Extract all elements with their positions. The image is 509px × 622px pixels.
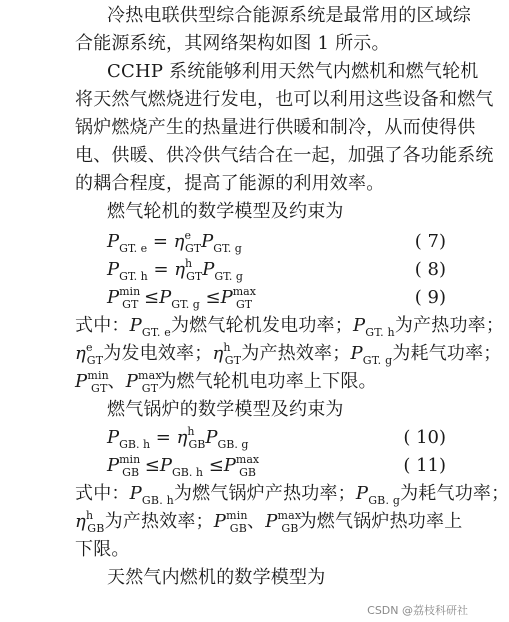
gas-boiler-desc-line-3: 下限。 <box>75 539 130 560</box>
equation-number-10: ( 10) <box>403 427 446 448</box>
paragraph-2-line-4: 电、供暖、供冷供气结合在一起，加强了各功能系统 <box>75 145 494 166</box>
gas-boiler-desc-line-1: 式中：$P_{GB. h}$为燃气锅炉产热功率；$P_{GB. g}$为耗气功率； <box>75 483 509 507</box>
equation-number-9: ( 9) <box>414 287 446 308</box>
csdn-watermark: CSDN @荔枝科研社 <box>367 604 468 617</box>
gas-engine-title: 天然气内燃机的数学模型为 <box>107 567 326 588</box>
paragraph-1-line-1: 冷热电联供型综合能源系统是最常用的区域综 <box>107 5 471 26</box>
equation-10: $P_{GB. h} = \eta^h_{GB}P_{GB. g}$ <box>107 425 249 451</box>
gas-turbine-title: 燃气轮机的数学模型及约束为 <box>107 201 344 222</box>
gas-boiler-desc-line-2: $\eta^h_{GB}$为产热效率；$P^{min}_{GB}$、$P^{max}_{GB}$为燃气锅炉热功率上 <box>75 509 463 535</box>
equation-8: $P_{GT. h} = \eta^h_{GT}P_{GT. g}$ <box>107 257 243 283</box>
gas-turbine-desc-line-1: 式中：$P_{GT. e}$为燃气轮机发电功率；$P_{GT. h}$为产热功率； <box>75 315 505 339</box>
equation-7: $P_{GT. e} = \eta^e_{GT}P_{GT. g}$ <box>107 229 242 255</box>
gas-turbine-desc-line-2: $\eta^e_{GT}$为发电效率；$\eta^h_{GT}$为产热效率；$P_{GT. g}$为耗气功率； <box>75 341 502 367</box>
paragraph-2-line-2: 将天然气燃烧进行发电，也可以利用这些设备和燃气 <box>75 89 494 110</box>
equation-11: $P^{min}_{GB} \le P_{GB. h} \le P^{max}_{GB}$ <box>107 453 260 479</box>
paragraph-2-line-1: CCHP 系统能够利用天然气内燃机和燃气轮机 <box>107 61 479 82</box>
equation-number-11: ( 11) <box>403 455 446 476</box>
paragraph-2-line-5: 的耦合程度，提高了能源的利用效率。 <box>75 173 385 194</box>
equation-number-8: ( 8) <box>414 259 446 280</box>
equation-number-7: ( 7) <box>414 231 446 252</box>
equation-9: $P^{min}_{GT} \le P_{GT. g} \le P^{max}_{GT}$ <box>107 285 256 311</box>
paragraph-1-line-2: 合能源系统，其网络架构如图 1 所示。 <box>75 33 390 54</box>
gas-turbine-desc-line-3: $P^{min}_{GT}$、$P^{max}_{GT}$为燃气轮机电功率上下限。 <box>75 369 377 395</box>
paragraph-2-line-3: 锅炉燃烧产生的热量进行供暖和制冷，从而使得供 <box>75 117 476 138</box>
gas-boiler-title: 燃气锅炉的数学模型及约束为 <box>107 399 344 420</box>
